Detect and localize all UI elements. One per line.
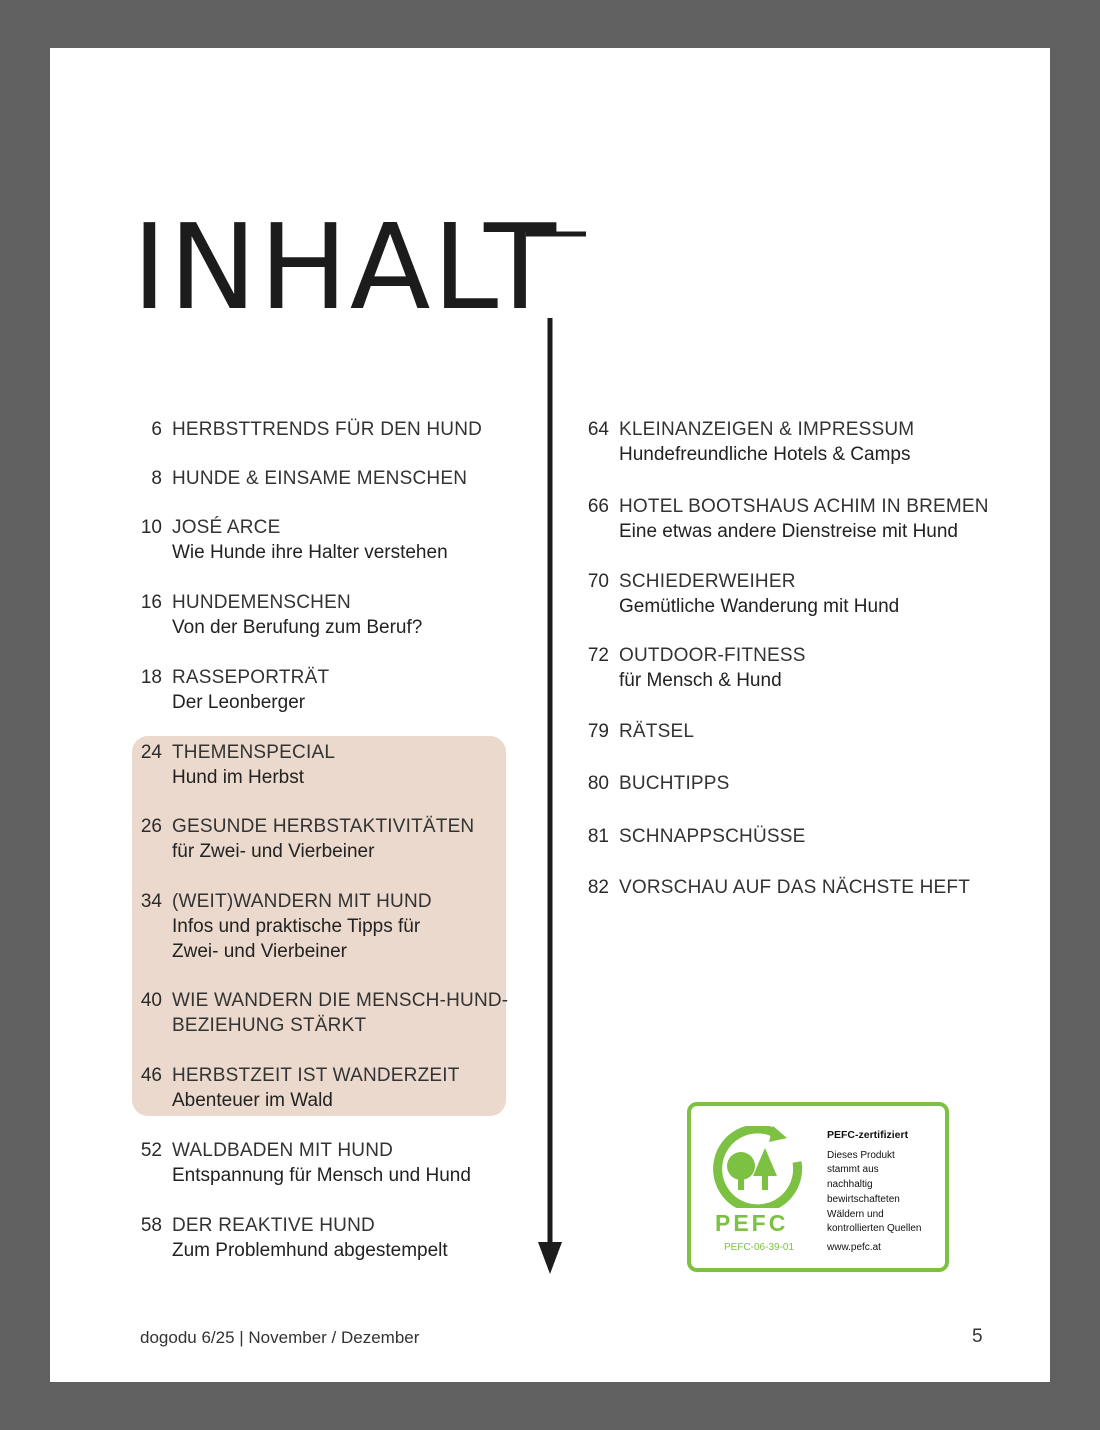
toc-page-number: 58 xyxy=(140,1215,162,1236)
toc-heading: HERBSTZEIT IST WANDERZEIT xyxy=(172,1065,460,1086)
pefc-line: nachhaltig xyxy=(827,1179,873,1191)
toc-page-number: 24 xyxy=(140,742,162,763)
toc-page-number: 18 xyxy=(140,667,162,688)
toc-page-number: 52 xyxy=(140,1140,162,1161)
toc-page-number: 6 xyxy=(151,419,162,440)
toc-page-number: 26 xyxy=(140,816,162,837)
pefc-code: PEFC-06-39-01 xyxy=(724,1242,795,1253)
page-title: INHALT xyxy=(132,198,559,336)
toc-page-number: 82 xyxy=(587,877,609,898)
toc-subtitle: Von der Berufung zum Beruf? xyxy=(172,617,423,638)
pefc-url[interactable]: www.pefc.at xyxy=(827,1242,881,1253)
toc-heading: RASSEPORTRÄT xyxy=(172,667,330,688)
pefc-line: Dieses Produkt xyxy=(827,1149,895,1161)
toc-heading: RÄTSEL xyxy=(619,721,695,742)
toc-page-number: 80 xyxy=(587,773,609,794)
toc-heading: HUNDEMENSCHEN xyxy=(172,592,351,613)
toc-page-number: 70 xyxy=(587,571,609,592)
toc-subtitle: Wie Hunde ihre Halter verstehen xyxy=(172,542,448,563)
toc-page-number: 64 xyxy=(587,419,609,440)
pefc-title: PEFC-zertifiziert xyxy=(827,1129,909,1141)
toc-heading: JOSÉ ARCE xyxy=(172,517,281,538)
issue-info: dogodu 6/25 | November / Dezember xyxy=(140,1328,420,1347)
toc-page-number: 46 xyxy=(140,1065,162,1086)
toc-page-number: 8 xyxy=(151,468,162,489)
toc-heading: (WEIT)WANDERN MIT HUND xyxy=(172,891,432,912)
toc-subtitle: Gemütliche Wanderung mit Hund xyxy=(619,596,900,617)
toc-heading: HOTEL BOOTSHAUS ACHIM IN BREMEN xyxy=(619,496,989,517)
toc-page-number: 10 xyxy=(140,517,162,538)
toc-heading: THEMENSPECIAL xyxy=(172,742,336,763)
pefc-line: Wäldern und xyxy=(827,1208,884,1220)
pefc-wordmark: PEFC xyxy=(715,1210,789,1236)
toc-heading: BUCHTIPPS xyxy=(619,773,730,794)
toc-heading: DER REAKTIVE HUND xyxy=(172,1215,375,1236)
toc-subtitle: Eine etwas andere Dienstreise mit Hund xyxy=(619,521,959,542)
pefc-logo-icon xyxy=(713,1126,805,1208)
toc-heading: KLEINANZEIGEN & IMPRESSUM xyxy=(619,419,915,440)
toc-page-number: 79 xyxy=(587,721,609,742)
toc-heading: HERBSTTRENDS FÜR DEN HUND xyxy=(172,419,483,440)
toc-subtitle: Zwei- und Vierbeiner xyxy=(172,941,347,962)
toc-subtitle: Zum Problemhund abgestempelt xyxy=(172,1240,448,1261)
pefc-description xyxy=(827,1128,922,1237)
pefc-line: kontrollierten Quellen xyxy=(827,1223,922,1235)
pefc-line: stammt aus xyxy=(827,1164,879,1176)
toc-subtitle: Infos und praktische Tipps für xyxy=(172,916,421,937)
pefc-certification-badge xyxy=(687,1102,949,1272)
toc-heading: SCHNAPPSCHÜSSE xyxy=(619,826,806,847)
page-number: 5 xyxy=(972,1326,983,1347)
toc-heading: BEZIEHUNG STÄRKT xyxy=(172,1015,367,1036)
toc-subtitle: Entspannung für Mensch und Hund xyxy=(172,1165,471,1186)
toc-subtitle: für Mensch & Hund xyxy=(619,670,782,691)
toc-subtitle: Hundefreundliche Hotels & Camps xyxy=(619,444,911,465)
toc-subtitle: Der Leonberger xyxy=(172,692,306,713)
toc-heading: VORSCHAU AUF DAS NÄCHSTE HEFT xyxy=(619,877,971,898)
toc-page-number: 34 xyxy=(140,891,162,912)
toc-heading: SCHIEDERWEIHER xyxy=(619,571,796,592)
toc-heading: HUNDE & EINSAME MENSCHEN xyxy=(172,468,468,489)
toc-subtitle: Abenteuer im Wald xyxy=(172,1090,333,1111)
pefc-line: bewirtschafteten xyxy=(827,1193,900,1205)
toc-page-number: 72 xyxy=(587,645,609,666)
toc-subtitle: Hund im Herbst xyxy=(172,767,304,788)
toc-page-number: 81 xyxy=(587,826,609,847)
toc-heading: WALDBADEN MIT HUND xyxy=(172,1140,394,1161)
toc-page-number: 40 xyxy=(140,990,162,1011)
toc-page-number: 66 xyxy=(587,496,609,517)
toc-subtitle: für Zwei- und Vierbeiner xyxy=(172,841,375,862)
magazine-page xyxy=(50,48,1050,1382)
toc-heading: OUTDOOR-FITNESS xyxy=(619,645,806,666)
toc-heading: WIE WANDERN DIE MENSCH-HUND- xyxy=(172,990,509,1011)
toc-heading: GESUNDE HERBSTAKTIVITÄTEN xyxy=(172,816,475,837)
toc-page-number: 16 xyxy=(140,592,162,613)
